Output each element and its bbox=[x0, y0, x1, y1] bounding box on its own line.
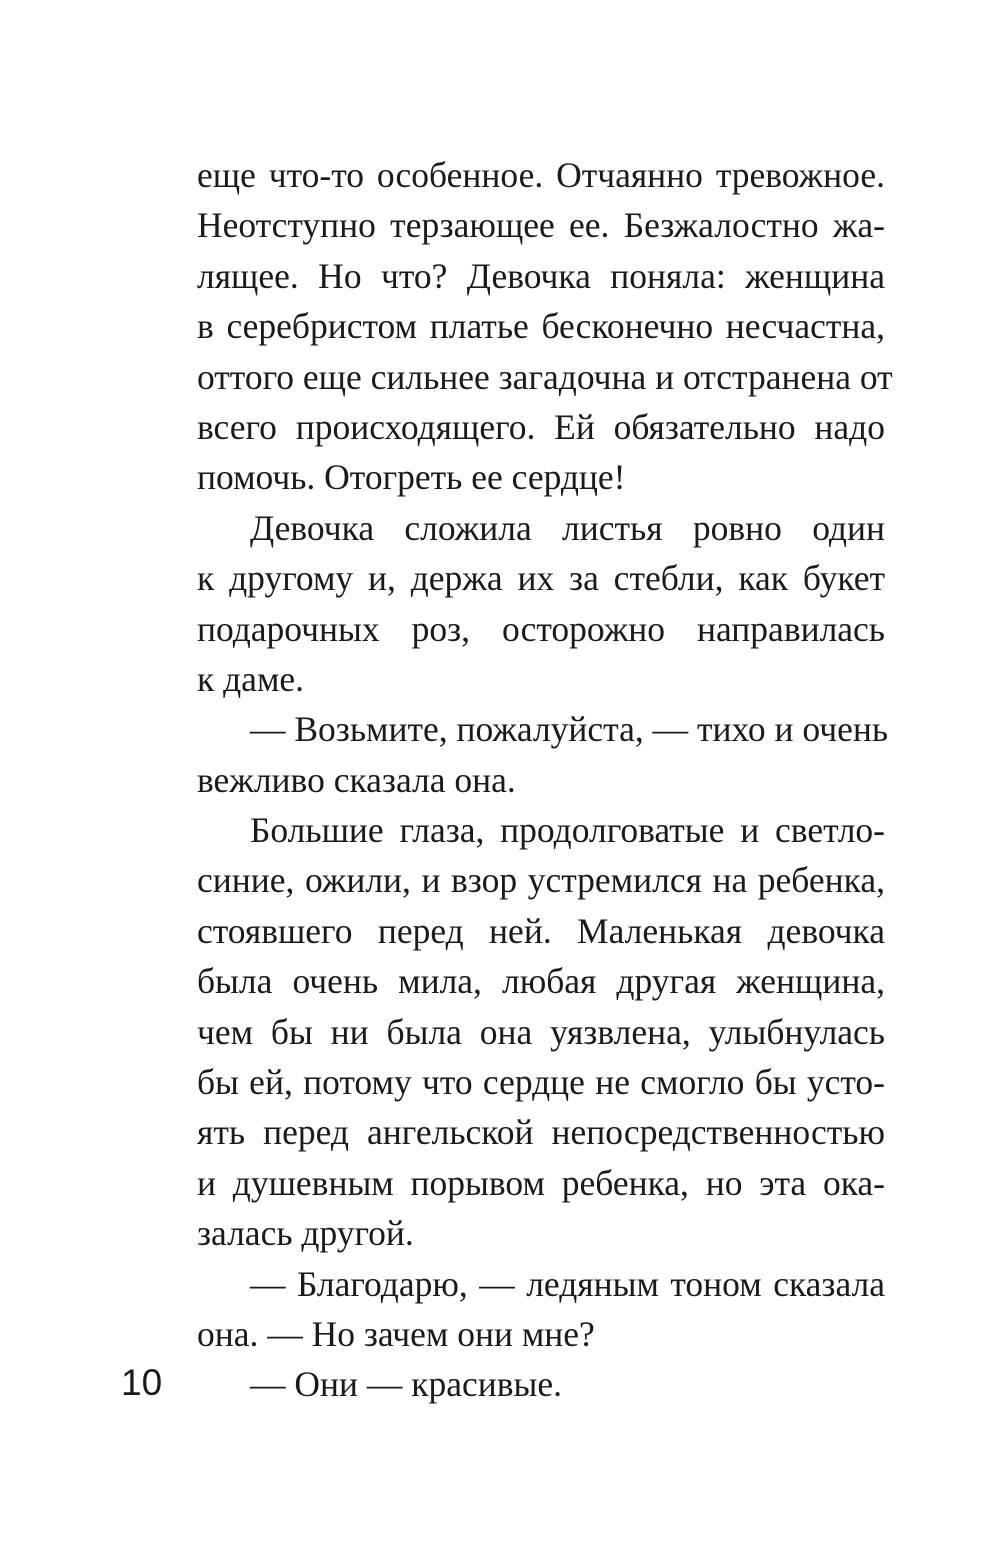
text-line: и душевным порывом ребенка, но эта ока- bbox=[197, 1162, 885, 1203]
text-line: к другому и, держа их за стебли, как букет bbox=[197, 558, 885, 599]
text-line: всего происходящего. Ей обязательно надо bbox=[197, 406, 885, 447]
text-line: в серебристом платье бесконечно несчастна, bbox=[197, 306, 885, 347]
text-line: Девочка сложила листья ровно один bbox=[250, 507, 885, 548]
text-line: к даме. bbox=[197, 658, 305, 699]
text-line: она. — Но зачем они мне? bbox=[197, 1313, 595, 1354]
text-line: Неотступно терзающее ее. Безжалостно жа- bbox=[197, 205, 885, 246]
text-line: залась другой. bbox=[197, 1213, 414, 1254]
text-line: — Они — красивые. bbox=[250, 1364, 563, 1405]
text-line: — Возьмите, пожалуйста, — тихо и очень bbox=[250, 709, 889, 750]
text-line: Большие глаза, продолговатые и светло- bbox=[250, 810, 885, 851]
text-line: — Благодарю, — ледяным тоном сказала bbox=[250, 1263, 885, 1304]
text-line: оттого еще сильнее загадочна и отстранена от bbox=[197, 356, 893, 397]
text-line: стоявшего перед ней. Маленькая девочка bbox=[197, 910, 885, 951]
text-line: еще что-то особенное. Отчаянно тревожное. bbox=[197, 155, 885, 195]
body-text bbox=[197, 150, 893, 1410]
text-line: подарочных роз, осторожно направилась bbox=[197, 608, 885, 649]
text-line: ять перед ангельской непосредственностью bbox=[197, 1112, 885, 1153]
text-line: синие, ожили, и взор устремился на ребенка, bbox=[197, 860, 885, 901]
text-line: лящее. Но что? Девочка поняла: женщина bbox=[197, 255, 885, 296]
text-line: помочь. Отогреть ее сердце! bbox=[197, 457, 626, 498]
text-line: бы ей, потому что сердце не смогло бы усто- bbox=[197, 1062, 885, 1103]
text-line: вежливо сказала она. bbox=[197, 759, 516, 800]
text-line: чем бы ни была она уязвлена, улыбнулась bbox=[197, 1011, 885, 1052]
page-number: 10 bbox=[121, 1362, 163, 1403]
text-line: была очень мила, любая другая женщина, bbox=[197, 961, 885, 1002]
